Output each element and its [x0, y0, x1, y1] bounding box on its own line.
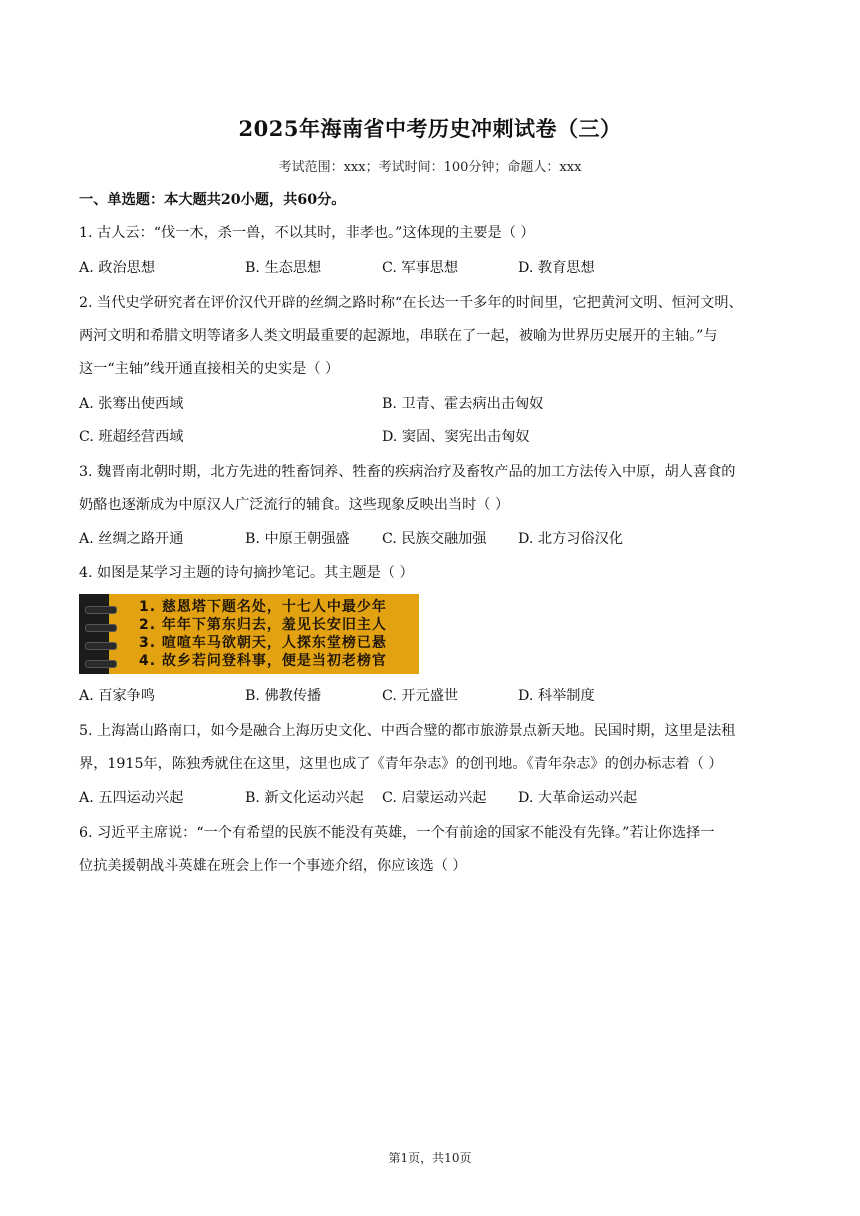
question-3-text-line-2: 奶酪也逐渐成为中原汉人广泛流行的辅食。这些现象反映出当时（ ）	[79, 497, 510, 513]
question-5-option-a: A. 五四运动兴起	[79, 790, 184, 806]
page-footer: 第1页，共10页	[388, 1151, 472, 1165]
exam-info: 考试范围：xxx；考试时间：100分钟；命题人：xxx	[278, 160, 582, 175]
section-heading: 一、单选题：本大题共20小题，共60分。	[79, 192, 346, 208]
question-4-text: 4. 如图是某学习主题的诗句摘抄笔记。其主题是（ ）	[79, 565, 414, 581]
question-4-option-d: D. 科举制度	[518, 688, 595, 704]
poem-note-image	[79, 594, 419, 674]
question-5-option-b: B. 新文化运动兴起	[245, 790, 364, 806]
poem-line-4: 4. 故乡若问登科事，便是当初老榜官	[139, 653, 387, 669]
question-4-option-c: C. 开元盛世	[382, 688, 459, 704]
question-5-text-line-1: 5. 上海嵩山路南口，如今是融合上海历史文化、中西合璧的都市旅游景点新天地。民国时期，这里是法租	[79, 723, 736, 739]
question-3-option-c: C. 民族交融加强	[382, 531, 487, 547]
question-2-option-a: A. 张骞出使西域	[79, 396, 184, 412]
question-2-text-line-1: 2. 当代史学研究者在评价汉代开辟的丝绸之路时称“在长达一千多年的时间里，它把黄河文明、恒河文明、	[79, 295, 743, 311]
question-2-option-d: D. 窦固、窦宪出击匈奴	[382, 429, 530, 445]
question-1-option-d: D. 教育思想	[518, 260, 595, 276]
question-1-option-a: A. 政治思想	[79, 260, 156, 276]
question-1-text: 1. 古人云：“伐一木，杀一兽，不以其时，非孝也。”这体现的主要是（ ）	[79, 225, 535, 241]
question-2-text-line-2: 两河文明和希腊文明等诸多人类文明最重要的起源地，串联在了一起，被喻为世界历史展开的主轴。”与	[79, 328, 718, 344]
question-4-option-a: A. 百家争鸣	[79, 688, 156, 704]
question-4-option-b: B. 佛教传播	[245, 688, 322, 704]
binding-ring	[85, 660, 117, 668]
question-2-option-b: B. 卫青、霍去病出击匈奴	[382, 396, 544, 412]
binding-ring	[85, 624, 117, 632]
question-2-text-line-3: 这一“主轴”线开通直接相关的史实是（ ）	[79, 361, 340, 377]
binding-ring	[85, 642, 117, 650]
question-5-option-c: C. 启蒙运动兴起	[382, 790, 487, 806]
poem-line-2: 2. 年年下第东归去，羞见长安旧主人	[139, 617, 387, 633]
poem-line-1: 1. 慈恩塔下题名处，十七人中最少年	[139, 599, 387, 615]
question-3-option-b: B. 中原王朝强盛	[245, 531, 350, 547]
question-1-option-c: C. 军事思想	[382, 260, 459, 276]
page-title: 2025年海南省中考历史冲刺试卷（三）	[238, 116, 622, 141]
binding-ring	[85, 606, 117, 614]
question-3-option-a: A. 丝绸之路开通	[79, 531, 184, 547]
question-3-text-line-1: 3. 魏晋南北朝时期，北方先进的牲畜饲养、牲畜的疾病治疗及畜牧产品的加工方法传入中原，胡人喜食的	[79, 464, 736, 480]
question-6-text-line-1: 6. 习近平主席说：“一个有希望的民族不能没有英雄，一个有前途的国家不能没有先锋。”若让你选择一	[79, 825, 715, 841]
poem-text	[139, 598, 387, 670]
question-6-text-line-2: 位抗美援朝战斗英雄在班会上作一个事迹介绍，你应该选（ ）	[79, 858, 467, 874]
question-5-option-d: D. 大革命运动兴起	[518, 790, 638, 806]
question-1-option-b: B. 生态思想	[245, 260, 322, 276]
question-2-option-c: C. 班超经营西域	[79, 429, 184, 445]
question-3-option-d: D. 北方习俗汉化	[518, 531, 624, 547]
question-5-text-line-2: 界，1915年，陈独秀就住在这里，这里也成了《青年杂志》的创刊地。《青年杂志》的创办标志着（ ）	[79, 756, 723, 772]
poem-line-3: 3. 喧喧车马欲朝天，人探东堂榜已悬	[139, 635, 387, 651]
